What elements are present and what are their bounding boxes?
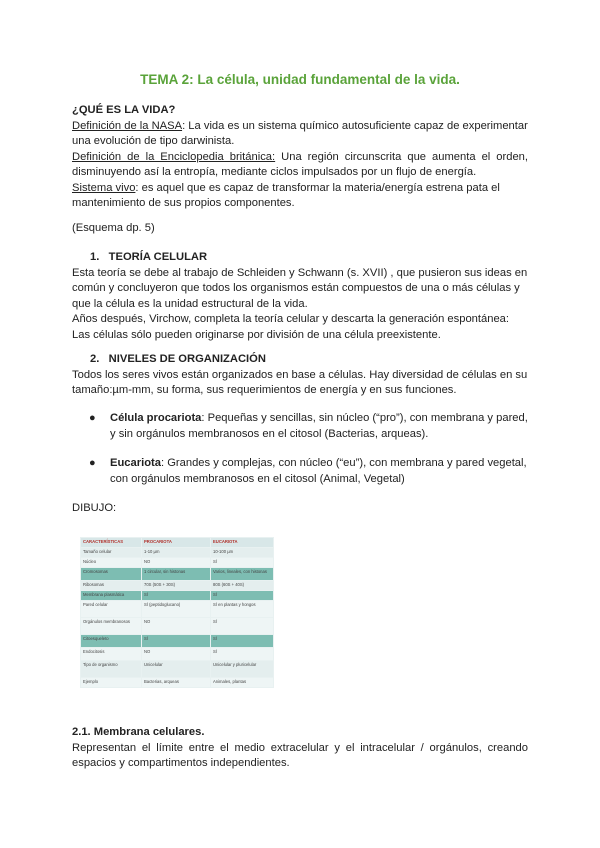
table-header-row: [81, 538, 274, 548]
table-row: [81, 618, 274, 635]
table-cell: NO: [142, 618, 211, 635]
table-cell: 70S (50S + 30S): [142, 581, 211, 591]
table-cell: 1-10 µm: [142, 548, 211, 558]
table-cell: SÍ: [211, 558, 274, 568]
definition-sistema-vivo: [72, 181, 528, 212]
table-cell: SÍ: [211, 618, 274, 635]
section-niveles-organizacion: [72, 352, 528, 399]
list-term: Célula procariota: [110, 412, 202, 424]
section-teoria-celular: [72, 250, 528, 343]
definition-text: : La vida es un sistema químico autosuficiente capaz de experimentar una evolución de tipo darwinista.: [72, 119, 528, 147]
bullet-icon: ●: [89, 412, 96, 424]
list-item: [72, 411, 528, 442]
table-cell: Animales, plantas: [211, 678, 274, 688]
table-cell: SÍ: [211, 635, 274, 648]
table-cell: SÍ: [142, 591, 211, 601]
table-row: [81, 678, 274, 688]
table-row: [81, 635, 274, 648]
table-cell: Endocitosis: [81, 648, 142, 661]
table-header-cell: CARACTERÍSTICAS: [81, 538, 142, 548]
table-row: [81, 548, 274, 558]
cell-type-list: [72, 411, 528, 442]
definition-text: Una región circunscrita que aumenta el orden, disminuyendo así la entropía, mediante ciclos impulsados por un flujo de energía.: [72, 150, 528, 178]
table-header-cell: PROCARIOTA: [142, 538, 211, 548]
table-cell: NO: [142, 648, 211, 661]
table-cell: Tamaño celular: [81, 548, 142, 558]
table-cell: SÍ: [211, 591, 274, 601]
table-cell: Ribosomas: [81, 581, 142, 591]
table-cell: Pared celular: [81, 601, 142, 618]
table-row: [81, 591, 274, 601]
section-title: TEORÍA CELULAR: [108, 251, 208, 263]
table-cell: SÍ en plantas y hongos: [211, 601, 274, 618]
table-cell: 10-100 µm: [211, 548, 274, 558]
section-que-es-la-vida: [72, 103, 528, 212]
table-row: [81, 558, 274, 568]
section-heading: ¿QUÉ ES LA VIDA?: [72, 104, 176, 116]
section-number: 1.: [90, 251, 100, 263]
section-heading: [72, 250, 528, 266]
definition-nasa: [72, 119, 528, 150]
definition-label: Definición de la NASA: [72, 119, 183, 132]
list-text: : Grandes y complejas, con núcleo (“eu”), con membrana y pared vegetal, con orgánulos membranosos en el citosol (Animal, Vegetal): [110, 457, 527, 485]
table-cell: Unicelular y pluricelular: [211, 661, 274, 678]
paragraph: Representan el límite entre el medio extracelular y el intracelular / orgánulos, creando espacios y compartimentos independientes.: [72, 741, 528, 769]
table-cell: NO: [142, 558, 211, 568]
definition-label: Definición de la Enciclopedia británica:: [72, 150, 276, 163]
table-cell: Núcleo: [81, 558, 142, 568]
dibujo-label: DIBUJO:: [72, 502, 117, 514]
paragraph: Años después, Virchow, completa la teoría celular y descarta la generación espontánea: Las células sólo pueden originarse por división de una célula preexistente.: [72, 313, 509, 341]
definition-britannica: [72, 150, 528, 181]
table-cell: SÍ: [211, 648, 274, 661]
paragraph: Todos los seres vivos están organizados en base a células. Hay diversidad de células en su tamaño:µm-mm, su forma, sus requerimientos de energía y en sus funciones.: [72, 368, 528, 396]
section-membrana: [72, 725, 528, 772]
table-cell: 1 circular, sin histonas: [142, 568, 211, 581]
list-item: [72, 456, 528, 487]
table-cell: Ejemplo: [81, 678, 142, 688]
cell-comparison-table: [80, 537, 274, 688]
definition-label: Sistema vivo: [72, 181, 136, 194]
bullet-icon: ●: [89, 457, 96, 469]
table-cell: 80S (60S + 40S): [211, 581, 274, 591]
list-term: Eucariota: [110, 457, 161, 469]
table-cell: Cromosomas: [81, 568, 142, 581]
page-title: TEMA 2: La célula, unidad fundamental de la vida.: [140, 72, 460, 87]
list-text: : Pequeñas y sencillas, sin núcleo (“pro”), con membrana y pared, y sin orgánulos membranosos en el citosol (Bacterias, arqueas).: [110, 412, 528, 440]
table-cell: Orgánulos membranosos: [81, 618, 142, 635]
table-row: [81, 568, 274, 581]
section-title: NIVELES DE ORGANIZACIÓN: [108, 353, 266, 365]
section-heading: 2.1. Membrana celulares.: [72, 726, 205, 738]
table-cell: Membrana plasmática: [81, 591, 142, 601]
table-cell: Bacterias, arqueas: [142, 678, 211, 688]
table-row: [81, 601, 274, 618]
table-cell: Tipo de organismo: [81, 661, 142, 678]
cell-type-list: [72, 456, 528, 487]
esquema-note: (Esquema dp. 5): [72, 222, 155, 234]
definition-text: : es aquel que es capaz de transformar la materia/energía estrena pata el mantenimiento de sus propios componentes.: [72, 181, 500, 209]
table-cell: SÍ (peptidoglucano): [142, 601, 211, 618]
section-number: 2.: [90, 353, 100, 365]
table-cell: Varios, lineales, con histonas: [211, 568, 274, 581]
table-row: [81, 581, 274, 591]
paragraph: Esta teoría se debe al trabajo de Schleiden y Schwann (s. XVII) , que pusieron sus ideas en común y concluyeron que todos los organismos están compuestos de una o más células y que la célula es la unidad estructural de la vida.: [72, 266, 528, 310]
table-row: [81, 661, 274, 678]
table-row: [81, 648, 274, 661]
table-cell: SÍ: [142, 635, 211, 648]
table-cell: Citoesqueleto: [81, 635, 142, 648]
section-heading: [72, 352, 528, 368]
table-cell: Unicelular: [142, 661, 211, 678]
table-header-cell: EUCARIOTA: [211, 538, 274, 548]
